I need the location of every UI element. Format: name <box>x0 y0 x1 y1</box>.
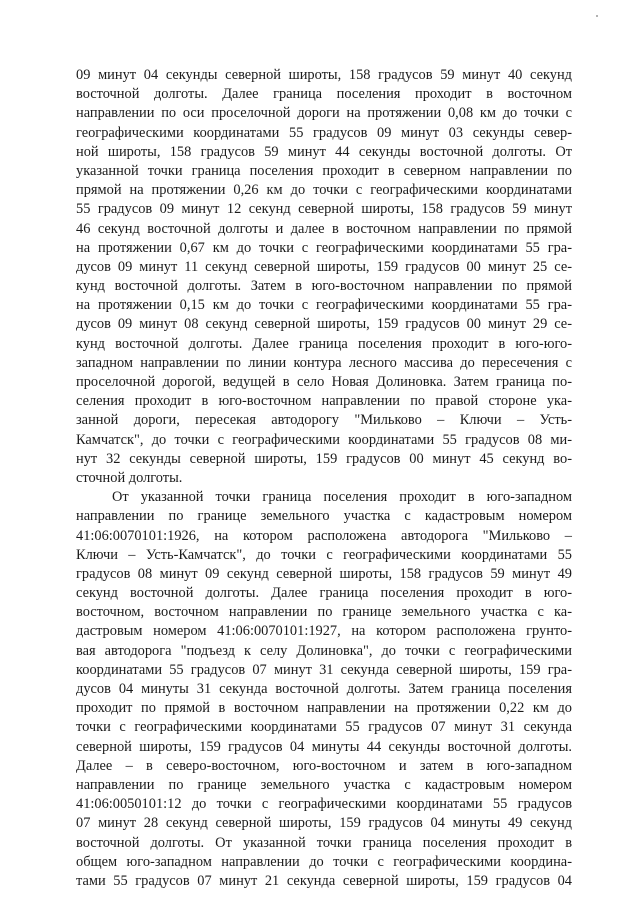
text-line: западном направлении по линии контура лесного массива до пересечения с <box>76 354 572 371</box>
text-line: дастровым номером 41:06:0070101:1927, на котором расположена грунто- <box>76 623 572 640</box>
text-line: нут 32 секунды северной широты, 159 градусов 00 минут 45 секунд во- <box>76 450 572 467</box>
text-line: 46 секунд восточной долготы и далее в восточном направлении по прямой <box>76 220 572 237</box>
text-line: направлении по границе земельного участка с кадастровым номером <box>76 508 572 525</box>
text-line: проселочной дорогой, ведущей в село Новая Долиновка. Затем граница по- <box>76 374 572 390</box>
text-line: Камчатск", до точки с географическими координатами 55 градусов 08 ми- <box>76 431 572 448</box>
text-line: дусов 09 минут 08 секунд северной широты, 159 градусов 00 минут 29 се- <box>76 316 572 333</box>
text-line: направлении по границе земельного участка с кадастровым номером <box>76 776 572 793</box>
text-line: дусов 04 минуты 31 секунда восточной долготы. Затем граница поселения <box>76 681 572 697</box>
text-line: северной широты, 159 градусов 04 минуты 44 секунды восточной долготы. <box>76 738 572 755</box>
text-line: восточной долготы. Далее граница поселения проходит в восточном <box>76 86 572 103</box>
text-line: Далее – в северо-восточном, юго-восточном и затем в юго-западном <box>76 757 572 774</box>
text-line: на протяжении 0,15 км до точки с географическими координатами 55 гра- <box>76 297 572 314</box>
text-line: занной дороги, пересекая автодорогу "Мильково – Ключи – Усть- <box>76 412 572 429</box>
text-line: вая автодорога "подъезд к селу Долиновка", до точки с географическими <box>76 642 572 659</box>
paragraph <box>76 488 572 891</box>
text-line: 41:06:0050101:12 до точки с географическими координатами 55 градусов <box>76 796 572 813</box>
text-line: кунд восточной долготы. Далее граница поселения проходит в юго-юго- <box>76 335 572 352</box>
text-line: градусов 08 минут 09 секунд северной широты, 158 градусов 59 минут 49 <box>76 565 572 582</box>
text-line: координатами 55 градусов 07 минут 31 секунда северной широты, 159 гра- <box>76 661 572 678</box>
text-line: сточной долготы. <box>76 469 183 486</box>
document-body <box>76 66 572 891</box>
text-line: Ключи – Усть-Камчатск", до точки с географическими координатами 55 <box>76 546 572 563</box>
text-line: 07 минут 28 секунд северной широты, 159 градусов 04 минуты 49 секунд <box>76 815 572 832</box>
text-line: 09 минут 04 секунды северной широты, 158 градусов 59 минут 40 секунд <box>76 67 572 83</box>
text-line: географическими координатами 55 градусов 09 минут 03 секунды север- <box>76 124 572 141</box>
text-line: От указанной точки граница поселения проходит в юго-западном <box>112 489 572 506</box>
text-line: на протяжении 0,67 км до точки с географическими координатами 55 гра- <box>76 239 572 256</box>
text-line: восточной долготы. От указанной точки граница поселения проходит в <box>76 834 572 851</box>
text-line: селения проходит в юго-восточном направлении по правой стороне ука- <box>76 393 572 410</box>
scan-speck <box>596 15 598 17</box>
text-line: дусов 09 минут 11 секунд северной широты, 159 градусов 00 минут 25 се- <box>76 258 572 275</box>
text-line: прямой на протяжении 0,26 км до точки с географическими координатами <box>76 182 572 199</box>
text-line: направлении по оси проселочной дороги на протяжении 0,08 км до точки с <box>76 105 572 122</box>
text-line: ной широты, 158 градусов 59 минут 44 секунды восточной долготы. От <box>76 143 572 160</box>
text-line: тами 55 градусов 07 минут 21 секунда северной широты, 159 градусов 04 <box>76 872 572 889</box>
paragraph <box>76 66 572 488</box>
text-line: общем юго-западном направлении до точки с географическими координа- <box>76 853 572 870</box>
text-line: проходит по прямой в восточном направлении на протяжении 0,22 км до <box>76 700 572 717</box>
text-line: восточном, восточном направлении по границе земельного участка с ка- <box>76 604 572 621</box>
text-line: 55 градусов 09 минут 12 секунд северной широты, 158 градусов 59 минут <box>76 201 572 218</box>
text-line: указанной точки граница поселения проходит в северном направлении по <box>76 162 572 179</box>
text-line: точки с географическими координатами 55 градусов 07 минут 31 секунда <box>76 719 572 736</box>
text-line: кунд восточной долготы. Затем в юго-восточном направлении по прямой <box>76 278 572 295</box>
text-line: секунд восточной долготы. Далее граница поселения проходит в юго- <box>76 585 572 602</box>
text-line: 41:06:0070101:1926, на котором расположена автодорога "Мильково – <box>76 527 572 544</box>
